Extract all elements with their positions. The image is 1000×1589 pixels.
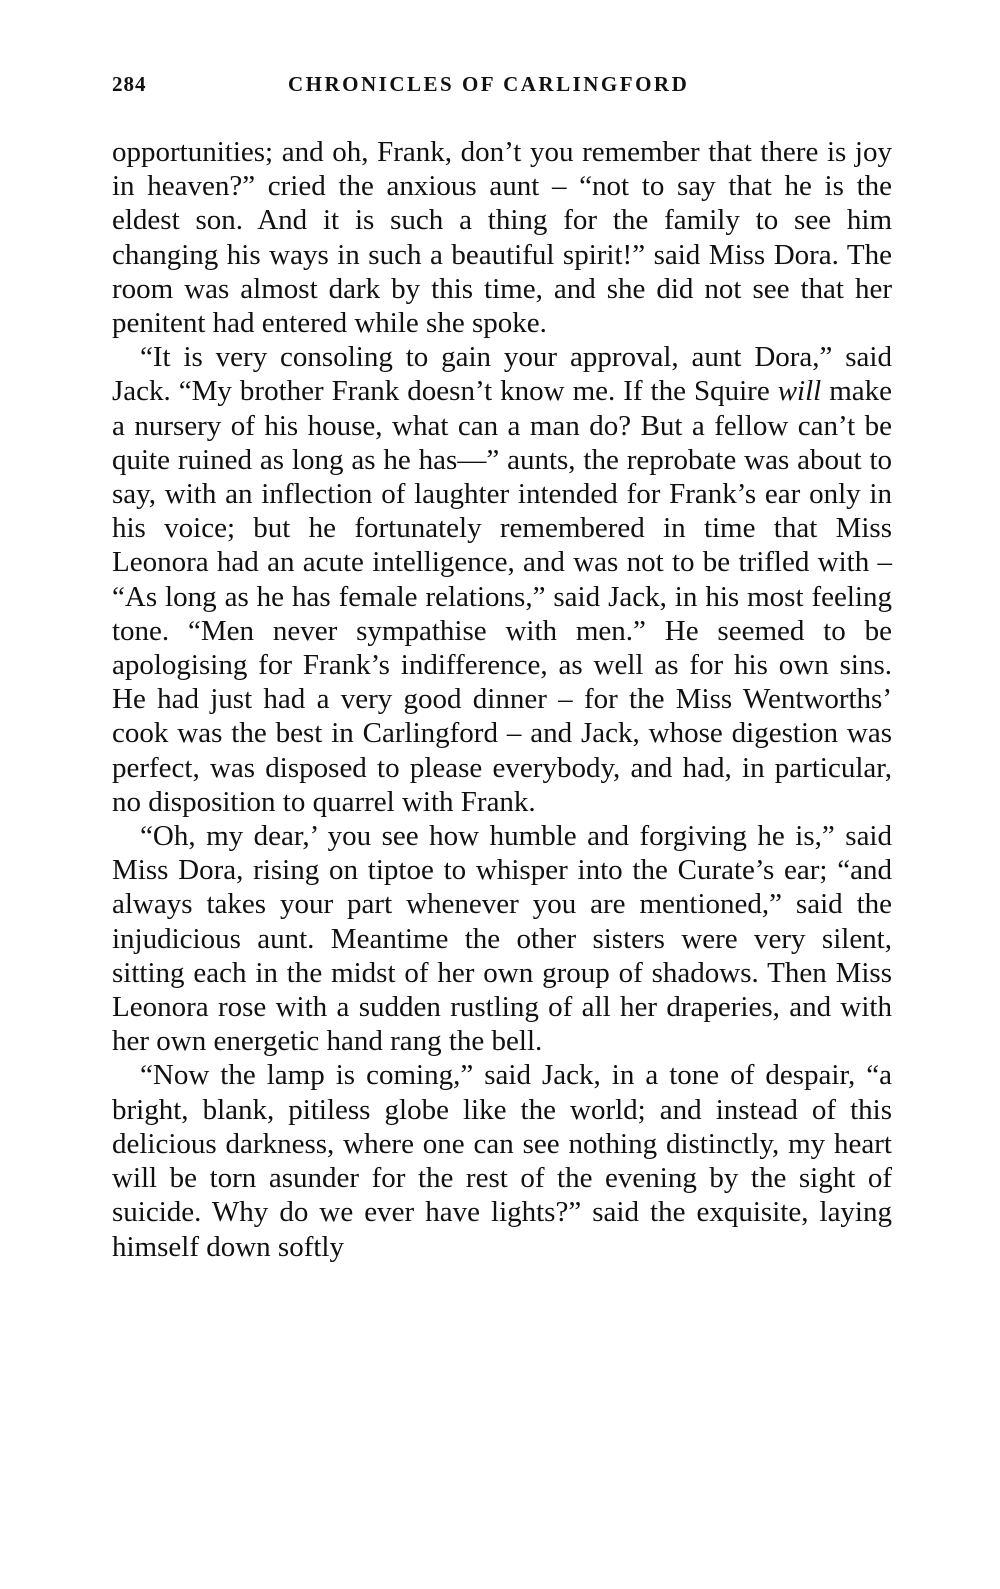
paragraph-3: “Oh, my dear,’ you see how humble and forgiving he is,” said Miss Dora, rising on tiptoe to whisper into the Curate’s ear; “and always takes your part whenever you are mentioned,” said the injudicious aunt. Meantime the other sisters were very silent, sitting each in the midst of her own group of shadows. Then Miss Leonora rose with a sudden rustling of all her draperies, and with her own energetic hand rang the bell.: [112, 820, 892, 1058]
body-text: [112, 135, 892, 1264]
paragraph-2-emphasis: will: [777, 375, 822, 408]
paragraph-2-after: make a nursery of his house, what can a man do? But a fellow can’t be quite ruined as long as he has—” aunts, the reprobate was about to say, with an inflection of laughter intended for Frank’s ear only in his voice; but he fortunately remembered in time that Miss Leonora had an acute intelligence, and was not to be trifled with – “As long as he has female relations,” said Jack, in his most feeling tone. “Men never sympathise with men.” He seemed to be apologising for Frank’s indifference, as well as for his own sins. He had just had a very good dinner – for the Miss Wentworths’ cook was the best in Carlingford – and Jack, whose digestion was perfect, was disposed to please everybody, and had, in particular, no disposition to quarrel with Frank.: [112, 375, 892, 818]
paragraph-1: opportunities; and oh, Frank, don’t you remember that there is joy in heaven?” cried the anxious aunt – “not to say that he is the eldest son. And it is such a thing for the family to see him changing his ways in such a beautiful spirit!” said Miss Dora. The room was almost dark by this time, and she did not see that her penitent had entered while she spoke.: [112, 136, 892, 340]
paragraph-4: “Now the lamp is coming,” said Jack, in a tone of despair, “a bright, blank, pitiless globe like the world; and instead of this delicious darkness, where one can see nothing distinctly, my heart will be torn asunder for the rest of the evening by the sight of suicide. Why do we ever have lights?” said the exquisite, laying himself down softly: [112, 1059, 892, 1263]
page-number: 284: [112, 72, 147, 96]
paragraph-2: [112, 340, 892, 819]
book-title: CHRONICLES OF CARLINGFORD: [288, 72, 690, 96]
paragraph-2-before: “It is very consoling to gain your approval, aunt Dora,” said Jack. “My brother Frank doesn’t know me. If the Squire: [112, 341, 892, 408]
running-head: [112, 72, 892, 108]
